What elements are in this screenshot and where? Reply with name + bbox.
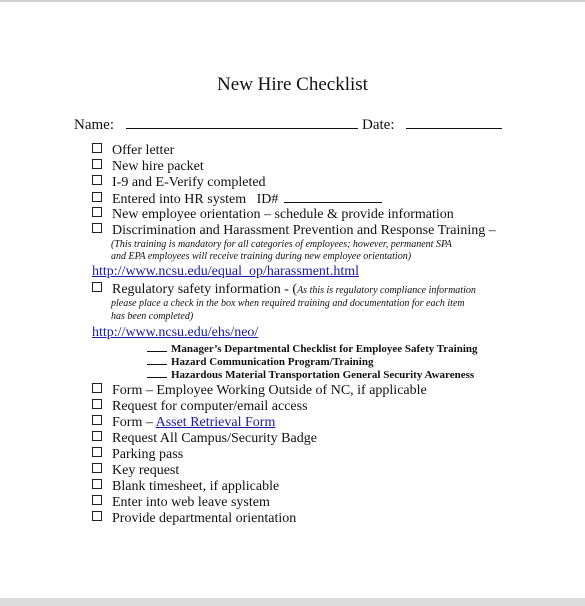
item-label: Enter into web leave system xyxy=(112,495,270,510)
checkbox[interactable] xyxy=(92,431,102,441)
item-label: I-9 and E-Verify completed xyxy=(112,175,266,190)
regulatory-note-line-2: please place a check in the box when required training and documentation for each item xyxy=(111,298,465,309)
checkbox[interactable] xyxy=(92,447,102,457)
checklist-item xyxy=(92,399,308,415)
checkbox[interactable] xyxy=(92,223,102,233)
checklist-item xyxy=(92,207,454,223)
item-label: Blank timesheet, if applicable xyxy=(112,479,280,494)
checkbox[interactable] xyxy=(92,143,102,153)
checklist-item xyxy=(92,143,174,159)
checkbox[interactable] xyxy=(92,463,102,473)
checklist-item xyxy=(92,383,427,399)
item-label: Provide departmental orientation xyxy=(112,511,297,526)
checklist-item xyxy=(92,159,204,175)
checklist-item xyxy=(92,191,382,208)
checkbox[interactable] xyxy=(92,511,102,521)
page-top-edge xyxy=(0,0,585,2)
item-label: Entered into HR system ID# xyxy=(112,192,279,207)
checkbox[interactable] xyxy=(92,282,102,292)
checklist-item xyxy=(92,431,317,447)
check-blank[interactable] xyxy=(147,367,167,378)
name-input-line[interactable] xyxy=(126,116,358,129)
item-label: New employee orientation – schedule & provide information xyxy=(112,207,454,222)
check-blank[interactable] xyxy=(147,354,167,365)
checkbox[interactable] xyxy=(92,495,102,505)
checkbox[interactable] xyxy=(92,192,102,202)
harassment-link[interactable]: http://www.ncsu.edu/equal_op/harassment.html xyxy=(92,264,359,279)
item-label: Offer letter xyxy=(112,143,175,158)
safety-subitem xyxy=(147,367,474,383)
checkbox[interactable] xyxy=(92,175,102,185)
name-field xyxy=(74,116,358,134)
subitem-label: Manager’s Departmental Checklist for Employee Safety Training xyxy=(171,343,478,355)
item-label: Request for computer/email access xyxy=(112,399,308,414)
date-field xyxy=(362,116,502,134)
checkbox[interactable] xyxy=(92,399,102,409)
item-label: Form – xyxy=(112,415,156,430)
ehs-link[interactable]: http://www.ncsu.edu/ehs/neo/ xyxy=(92,325,259,340)
checklist-item xyxy=(92,447,183,463)
item-label: New hire packet xyxy=(112,159,204,174)
subitem-label: Hazard Communication Program/Training xyxy=(171,356,374,368)
date-input-line[interactable] xyxy=(406,116,502,129)
checklist-item xyxy=(92,495,270,511)
page-title: New Hire Checklist xyxy=(217,74,368,95)
checkbox[interactable] xyxy=(92,479,102,489)
name-label: Name: xyxy=(74,117,114,133)
regulatory-note: As this is regulatory compliance information xyxy=(297,285,476,296)
checklist-item xyxy=(92,463,179,479)
hr-id-input-line[interactable] xyxy=(284,191,382,203)
item-label: Key request xyxy=(112,463,180,478)
page-bottom-edge xyxy=(0,598,585,606)
item-label: Request All Campus/Security Badge xyxy=(112,431,317,446)
checkbox[interactable] xyxy=(92,383,102,393)
checklist-item xyxy=(92,223,496,239)
checklist-item xyxy=(92,479,279,495)
checklist-item xyxy=(92,175,266,191)
check-blank[interactable] xyxy=(147,341,167,352)
item-label: Discrimination and Harassment Prevention and Response Training – xyxy=(112,223,496,238)
checkbox[interactable] xyxy=(92,207,102,217)
subitem-label: Hazardous Material Transportation General Security Awareness xyxy=(171,369,475,381)
asset-retrieval-form-link[interactable]: Asset Retrieval Form xyxy=(155,415,276,430)
date-label: Date: xyxy=(362,117,395,133)
item-label: Regulatory safety information - ( xyxy=(112,282,298,297)
checklist-item-asset-form xyxy=(92,415,275,431)
checkbox[interactable] xyxy=(92,415,102,425)
checklist-item xyxy=(92,511,296,527)
training-note-line-1: (This training is mandatory for all categories of employees; however, permanent SPA xyxy=(111,239,452,250)
item-label: Form – Employee Working Outside of NC, if applicable xyxy=(112,383,427,398)
training-note-line-2: and EPA employees will receive training during new employee orientation) xyxy=(111,251,412,262)
item-label: Parking pass xyxy=(112,447,184,462)
regulatory-note-line-3: has been completed) xyxy=(111,311,194,322)
checkbox[interactable] xyxy=(92,159,102,169)
